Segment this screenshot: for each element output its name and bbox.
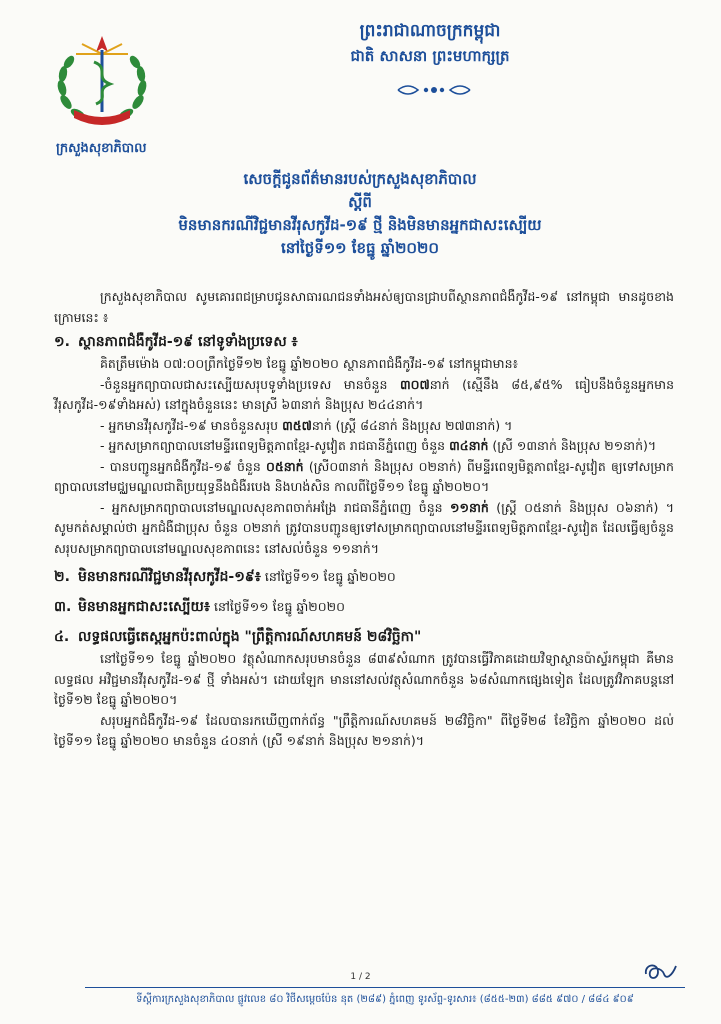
signature-mark-icon — [640, 958, 680, 984]
section-3-date: នៅថ្ងៃទី១១ ខែធ្នូ ឆ្នាំ២០២០ — [210, 599, 345, 614]
text-run: នាក់ (ស្ត្រី ៨៤នាក់ និងប្រុស ២៧៣នាក់) ។ — [311, 417, 513, 433]
section-4-number: ៤. — [54, 629, 70, 645]
title-line-4: នៅថ្ងៃទី១១ ខែធ្នូ ឆ្នាំ២០២០ — [280, 239, 440, 257]
section-2-date: នៅថ្ងៃទី១១ ខែធ្នូ ឆ្នាំ២០២០ — [260, 569, 396, 584]
section-1-paragraph-3 — [54, 436, 674, 457]
ornament-divider-icon — [394, 82, 474, 98]
cases-total: ៣៥៧ — [282, 417, 312, 433]
page-number: 1 / 2 — [350, 972, 371, 982]
intro-paragraph: ក្រសួងសុខាភិបាល សូមគោរពជម្រាបជូនសាធារណជនទាំងអស់ឲ្យបានជ្រាបពីស្ថានភាពជំងឺកូវីដ-១៩ នៅកម្ពុជា មានដូចខាងក្រោមនេះ ៖ — [54, 289, 674, 325]
section-1-number: ១. — [54, 334, 70, 350]
text-run: (ស្ត្រី ០៥នាក់ និងប្រុស ០៦នាក់) ។ សូមកត់សម្គាល់ថា អ្នកជំងឺជាប្រុស ចំនួន ០២នាក់ ត្រូវបានបញ្ជូនឲ្យទៅសម្រាកព្យាបាលនៅមន្ទីរពេទ្យមិត្តភាពខ្មែរ-សូវៀត ដែលធ្វើឲ្យចំនួនសរុបសម្រាកព្យាបាលនៅមណ្ឌលសុខភាពនេះ នៅសល់ចំនួន ១១នាក់។ — [54, 499, 674, 556]
text-run: - អ្នកមានវីរុសកូវីដ-១៩ មានចំនួនសរុប — [100, 417, 283, 433]
section-4-heading — [54, 625, 674, 649]
text-run: -ចំនួនអ្នកព្យាបាលជាសះស្បើយសរុបទូទាំងប្រទេស មានចំនួន — [100, 376, 400, 392]
title-line-1: សេចក្តីជូនព័ត៌មានរបស់ក្រសួងសុខាភិបាល — [243, 170, 477, 188]
footer-address: ទីស្តីការក្រសួងសុខាភិបាល ផ្លូវលេខ ៨០ វិថីសម្តេចប៉ែន នុត (២៨៩) ភ្នំពេញ ទូរស័ព្ទ-ទូរសារ៖ (៨៥៥-២៣) ៨៨៥ ៩៧០ / ៨៨៤ ៩០៩ — [136, 994, 634, 1005]
ministry-label: ក្រសួងសុខាភិបាល — [56, 141, 147, 156]
health-center-count: ១១នាក់ — [450, 499, 489, 515]
text-run: (ស្រី០៣នាក់ និងប្រុស ០២នាក់) ពីមន្ទីរពេទ្យមិត្តភាពខ្មែរ-សូវៀត ឲ្យទៅសម្រាកព្យាបាលនៅមជ្ឈមណ្ឌលជាតិប្រយុទ្ធនឹងជំងឺរបេង និងហង់សិន កាលពីថ្ងៃទី១១ ខែធ្នូ ឆ្នាំ២០២០។ — [54, 458, 674, 494]
section-1-paragraph-1 — [54, 375, 674, 416]
section-2-number: ២. — [54, 569, 70, 585]
national-motto: ជាតិ សាសនា ព្រះមហាក្សត្រ — [350, 47, 510, 65]
section-3-number: ៣. — [54, 599, 72, 615]
section-3-title: មិនមានអ្នកជាសះស្បើយ៖ — [78, 599, 211, 615]
section-4-paragraph-1: នៅថ្ងៃទី១១ ខែធ្នូ ឆ្នាំ២០២០ វត្ថុសំណាកសរុបមានចំនួន ៨៣៩សំណាក ត្រូវបានធ្វើវិភាគដោយវិទ្យាស្ថានប៉ាស្ទ័រកម្ពុជា គឺមានលទ្ធផល អវិជ្ជមានវីរុសកូវីដ-១៩ ថ្មី ទាំងអស់។ ដោយឡែក មាននៅសល់វត្ថុសំណាកចំនួន ៦៨សំណាកផ្សេងទៀត ដែលត្រូវវិភាគបន្តនៅថ្ងៃទី១២ ខែធ្នូ ឆ្នាំ២០២០។ — [54, 651, 674, 707]
section-2-heading — [54, 565, 674, 589]
title-line-3: មិនមានករណីវិជ្ជមានវីរុសកូវីដ-១៩ ថ្មី និងមិនមានអ្នកជាសះស្បើយ — [178, 216, 542, 234]
text-run: នាក់ (ស្មើនឹង ៨៥,៩៥% ធៀបនឹងចំនួនអ្នកមានវីរុសកូវីដ-១៩ទាំងអស់) នៅក្នុងចំនួននេះ មានស្រី ៦៣នាក់ និងប្រុស ២៤៤នាក់។ — [54, 376, 675, 412]
text-run: (ស្រី ១៣នាក់ និងប្រុស ២១នាក់)។ — [488, 438, 657, 453]
kingdom-header — [290, 18, 570, 68]
section-1-paragraph-5 — [54, 498, 674, 560]
section-1-paragraph-0: គិតត្រឹមម៉ោង ០៧:០០ព្រឹកថ្ងៃទី១២ ខែធ្នូ ឆ្នាំ២០២០ ស្ថានភាពជំងឺកូវីដ-១៩ នៅកម្ពុជាមាន៖ — [100, 356, 518, 371]
footer-divider — [85, 987, 685, 988]
title-line-2: ស្តីពី — [348, 193, 372, 211]
section-1-title: ស្ថានភាពជំងឺកូវីដ-១៩ នៅទូទាំងប្រទេស ៖ — [78, 334, 298, 350]
section-1-heading — [54, 330, 674, 354]
section-1-paragraph-4 — [54, 457, 674, 498]
recovered-total: ៣០៧ — [399, 376, 430, 392]
hospital-count: ៣៤នាក់ — [449, 438, 489, 453]
section-4-title: លទ្ធផលធ្វើតេស្តអ្នកប៉ះពាល់ក្នុង "ព្រឹត្តិការណ៍សហគមន៍ ២៨វិច្ឆិកា" — [78, 629, 422, 645]
text-run: - បានបញ្ជូនអ្នកជំងឺកូវីដ-១៩ ចំនួន — [100, 458, 267, 474]
announcement-title — [60, 168, 660, 260]
text-run: - អ្នកសម្រាកព្យាបាលនៅមន្ទីរពេទ្យមិត្តភាពខ្មែរ-សូវៀត រាជធានីភ្នំពេញ ចំនួន — [100, 438, 450, 453]
section-1-paragraph-2 — [54, 416, 674, 437]
text-run: - អ្នកសម្រាកព្យាបាលនៅមណ្ឌលសុខភាពចាក់អង្រែ រាជធានីភ្នំពេញ ចំនួន — [100, 499, 451, 515]
document-body — [54, 287, 674, 752]
section-4-paragraph-2: សរុបអ្នកជំងឺកូវីដ-១៩ ដែលបានរកឃើញពាក់ព័ន្ធ "ព្រឹត្តិការណ៍សហគមន៍ ២៨វិច្ឆិកា" ពីថ្ងៃទី២៨ ខែវិច្ឆិកា ឆ្នាំ២០២០ ដល់ថ្ងៃទី១១ ខែធ្នូ ឆ្នាំ២០២០ មានចំនួន ៤០នាក់ (ស្រី ១៩នាក់ និងប្រុស ២១នាក់)។ — [54, 712, 674, 748]
ministry-logo — [52, 32, 152, 132]
section-2-title: មិនមានករណីវិជ្ជមានវីរុសកូវីដ-១៩៖ — [78, 569, 261, 585]
transferred-count: ០៥នាក់ — [266, 458, 304, 474]
kingdom-name: ព្រះរាជាណាចក្រកម្ពុជា — [359, 21, 501, 41]
section-3-heading — [54, 595, 674, 619]
